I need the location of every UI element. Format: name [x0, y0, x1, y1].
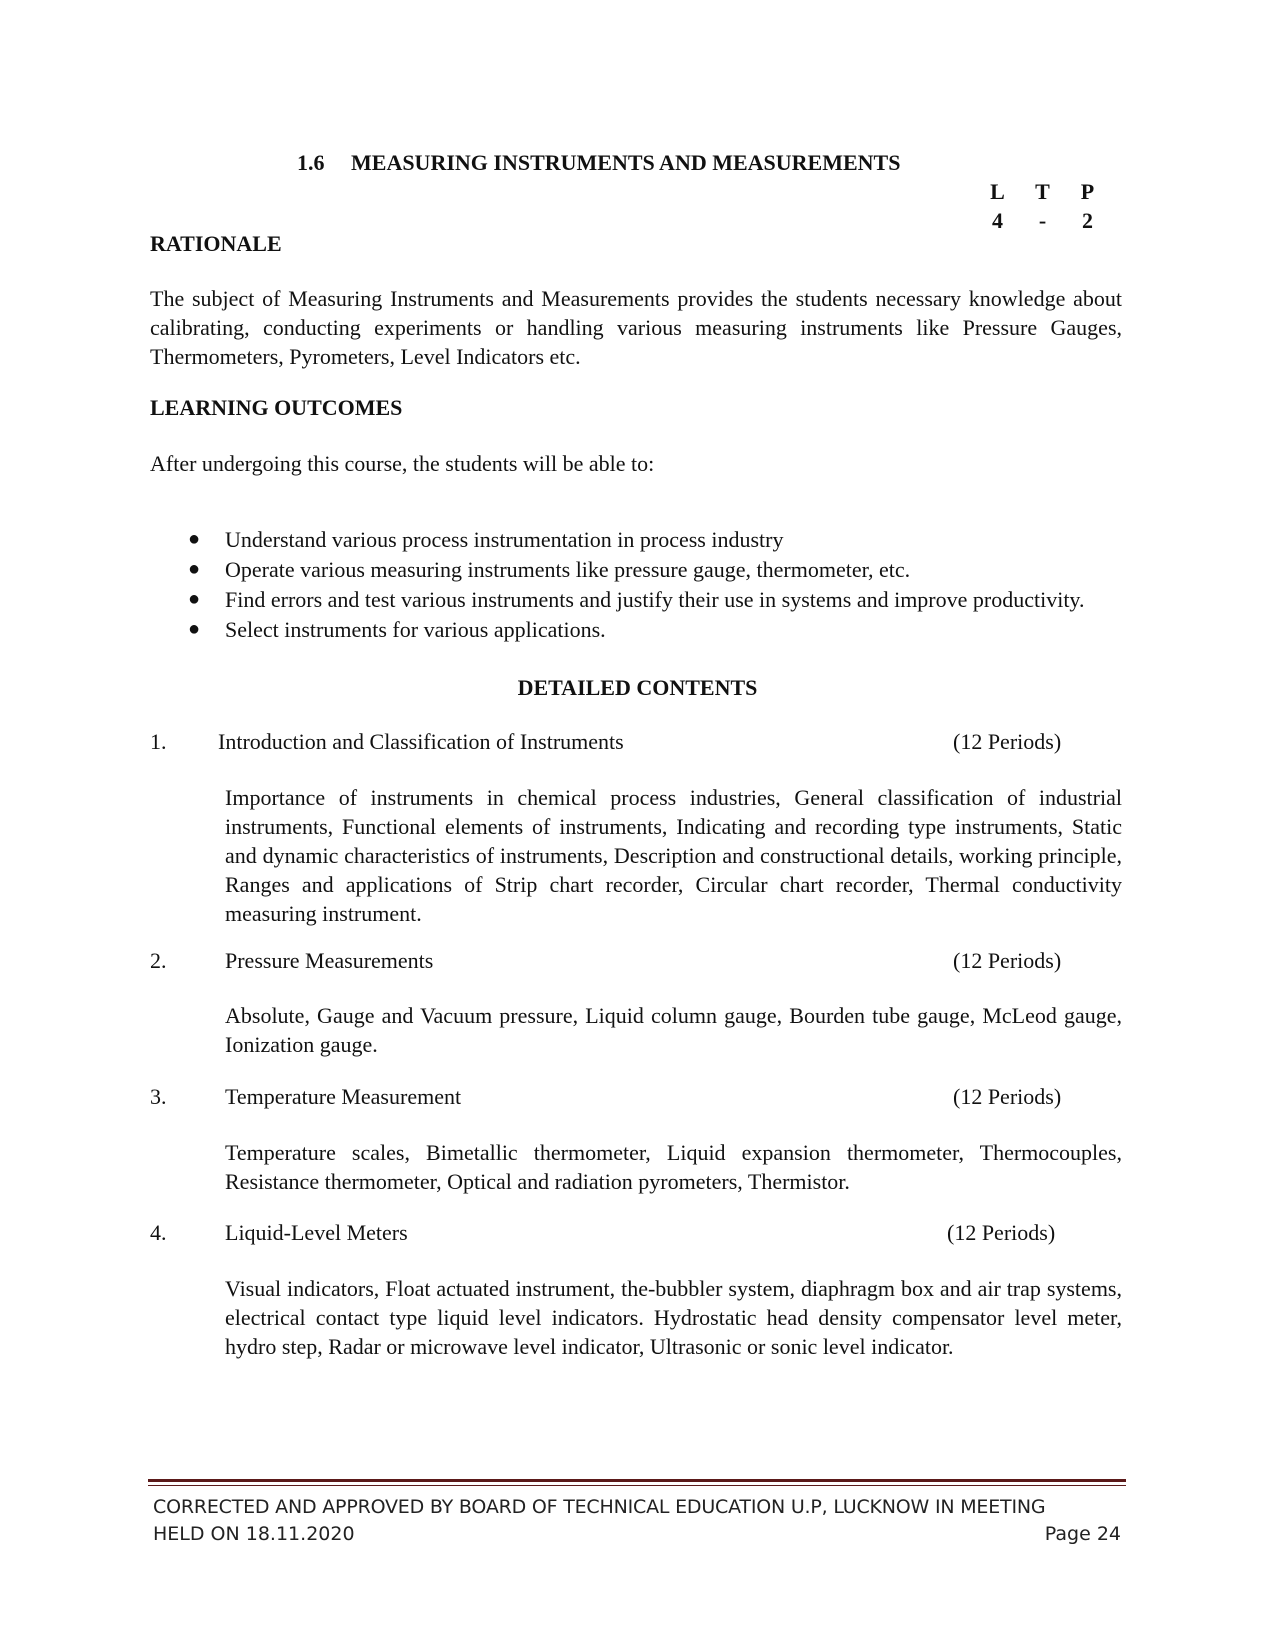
unit-description: Visual indicators, Float actuated instrument, the-bubbler system, diaphragm box and air trap systems, electrical contact type liquid level indicators. Hydrostatic head density compensator level meter, hydro step, Radar or microwave level indicator, Ultrasonic or sonic level indicator. — [225, 1276, 1122, 1359]
list-item — [150, 525, 1100, 554]
bullet-icon: ● — [188, 618, 201, 640]
ltp-table — [975, 177, 1110, 235]
footer-divider — [148, 1479, 1126, 1482]
detailed-contents-heading: DETAILED CONTENTS — [517, 675, 758, 700]
unit-title: Pressure Measurements — [225, 948, 434, 973]
title-number: 1.6 — [297, 150, 325, 175]
footer-line2 — [153, 1521, 1121, 1548]
page-title — [297, 150, 900, 176]
rationale-heading: RATIONALE — [150, 231, 282, 256]
unit-number: 1. — [150, 729, 167, 754]
unit-description: Importance of instruments in chemical process industries, General classification of industrial instruments, Functional elements of instruments, Indicating and recording type instruments, Static and dynamic characteristics of instruments, Description and constructional details, working principle, Ranges and applications of Strip chart recorder, Circular chart recorder, Thermal conductivity measuring instrument. — [225, 785, 1122, 926]
ltp-value-row — [975, 206, 1110, 235]
bullet-icon: ● — [188, 588, 201, 610]
footer-approval-text: CORRECTED AND APPROVED BY BOARD OF TECHNICAL EDUCATION U.P, LUCKNOW IN MEETING — [153, 1496, 1046, 1518]
learning-outcomes-intro: After undergoing this course, the students will be able to: — [150, 451, 655, 476]
unit-description: Temperature scales, Bimetallic thermometer, Liquid expansion thermometer, Thermocouples, Resistance thermometer, Optical and radiation pyrometers, Thermistor. — [225, 1140, 1122, 1194]
rationale-text: The subject of Measuring Instruments and Measurements provides the students necessary knowledge about calibrating, conducting experiments or handling various measuring instruments like Pressure Gauges, Thermometers, Pyrometers, Level Indicators etc. — [150, 286, 1122, 369]
outcome-text: Operate various measuring instruments like pressure gauge, thermometer, etc. — [225, 557, 911, 582]
unit-title: Temperature Measurement — [225, 1084, 462, 1109]
unit-periods: (12 Periods) — [953, 948, 1062, 973]
learning-outcomes-heading: LEARNING OUTCOMES — [150, 395, 403, 420]
outcome-text: Find errors and test various instruments and justify their use in systems and improve productivity. — [225, 587, 1085, 612]
unit-number: 3. — [150, 1084, 167, 1109]
footer-divider-thin — [148, 1485, 1126, 1486]
ltp-header-t: T — [1035, 179, 1050, 204]
list-item — [150, 615, 1100, 644]
footer-meeting-date: HELD ON 18.11.2020 — [153, 1523, 355, 1545]
ltp-header-p: P — [1080, 179, 1095, 204]
bullet-icon: ● — [188, 558, 201, 580]
ltp-header-row — [975, 177, 1110, 206]
ltp-header-l: L — [990, 179, 1005, 204]
unit-number: 2. — [150, 948, 167, 973]
unit-title: Introduction and Classification of Instruments — [218, 729, 624, 754]
list-item — [150, 555, 1100, 584]
unit-description: Absolute, Gauge and Vacuum pressure, Liquid column gauge, Bourden tube gauge, McLeod gauge, Ionization gauge. — [225, 1003, 1122, 1057]
list-item — [150, 585, 1100, 614]
title-text: MEASURING INSTRUMENTS AND MEASUREMENTS — [351, 150, 901, 175]
page-number: Page 24 — [1044, 1523, 1121, 1545]
ltp-value-l: 4 — [992, 208, 1003, 233]
unit-number: 4. — [150, 1220, 167, 1245]
unit-periods: (12 Periods) — [947, 1220, 1056, 1245]
unit-title: Liquid-Level Meters — [225, 1220, 408, 1245]
bullet-icon: ● — [188, 528, 201, 550]
ltp-value-t: - — [1038, 208, 1047, 233]
ltp-value-p: 2 — [1082, 208, 1093, 233]
learning-outcomes-list — [150, 525, 1100, 645]
outcome-text: Select instruments for various applications. — [225, 617, 606, 642]
unit-periods: (12 Periods) — [953, 729, 1062, 754]
page-footer — [153, 1494, 1121, 1548]
outcome-text: Understand various process instrumentation in process industry — [225, 527, 784, 552]
unit-periods: (12 Periods) — [953, 1084, 1062, 1109]
